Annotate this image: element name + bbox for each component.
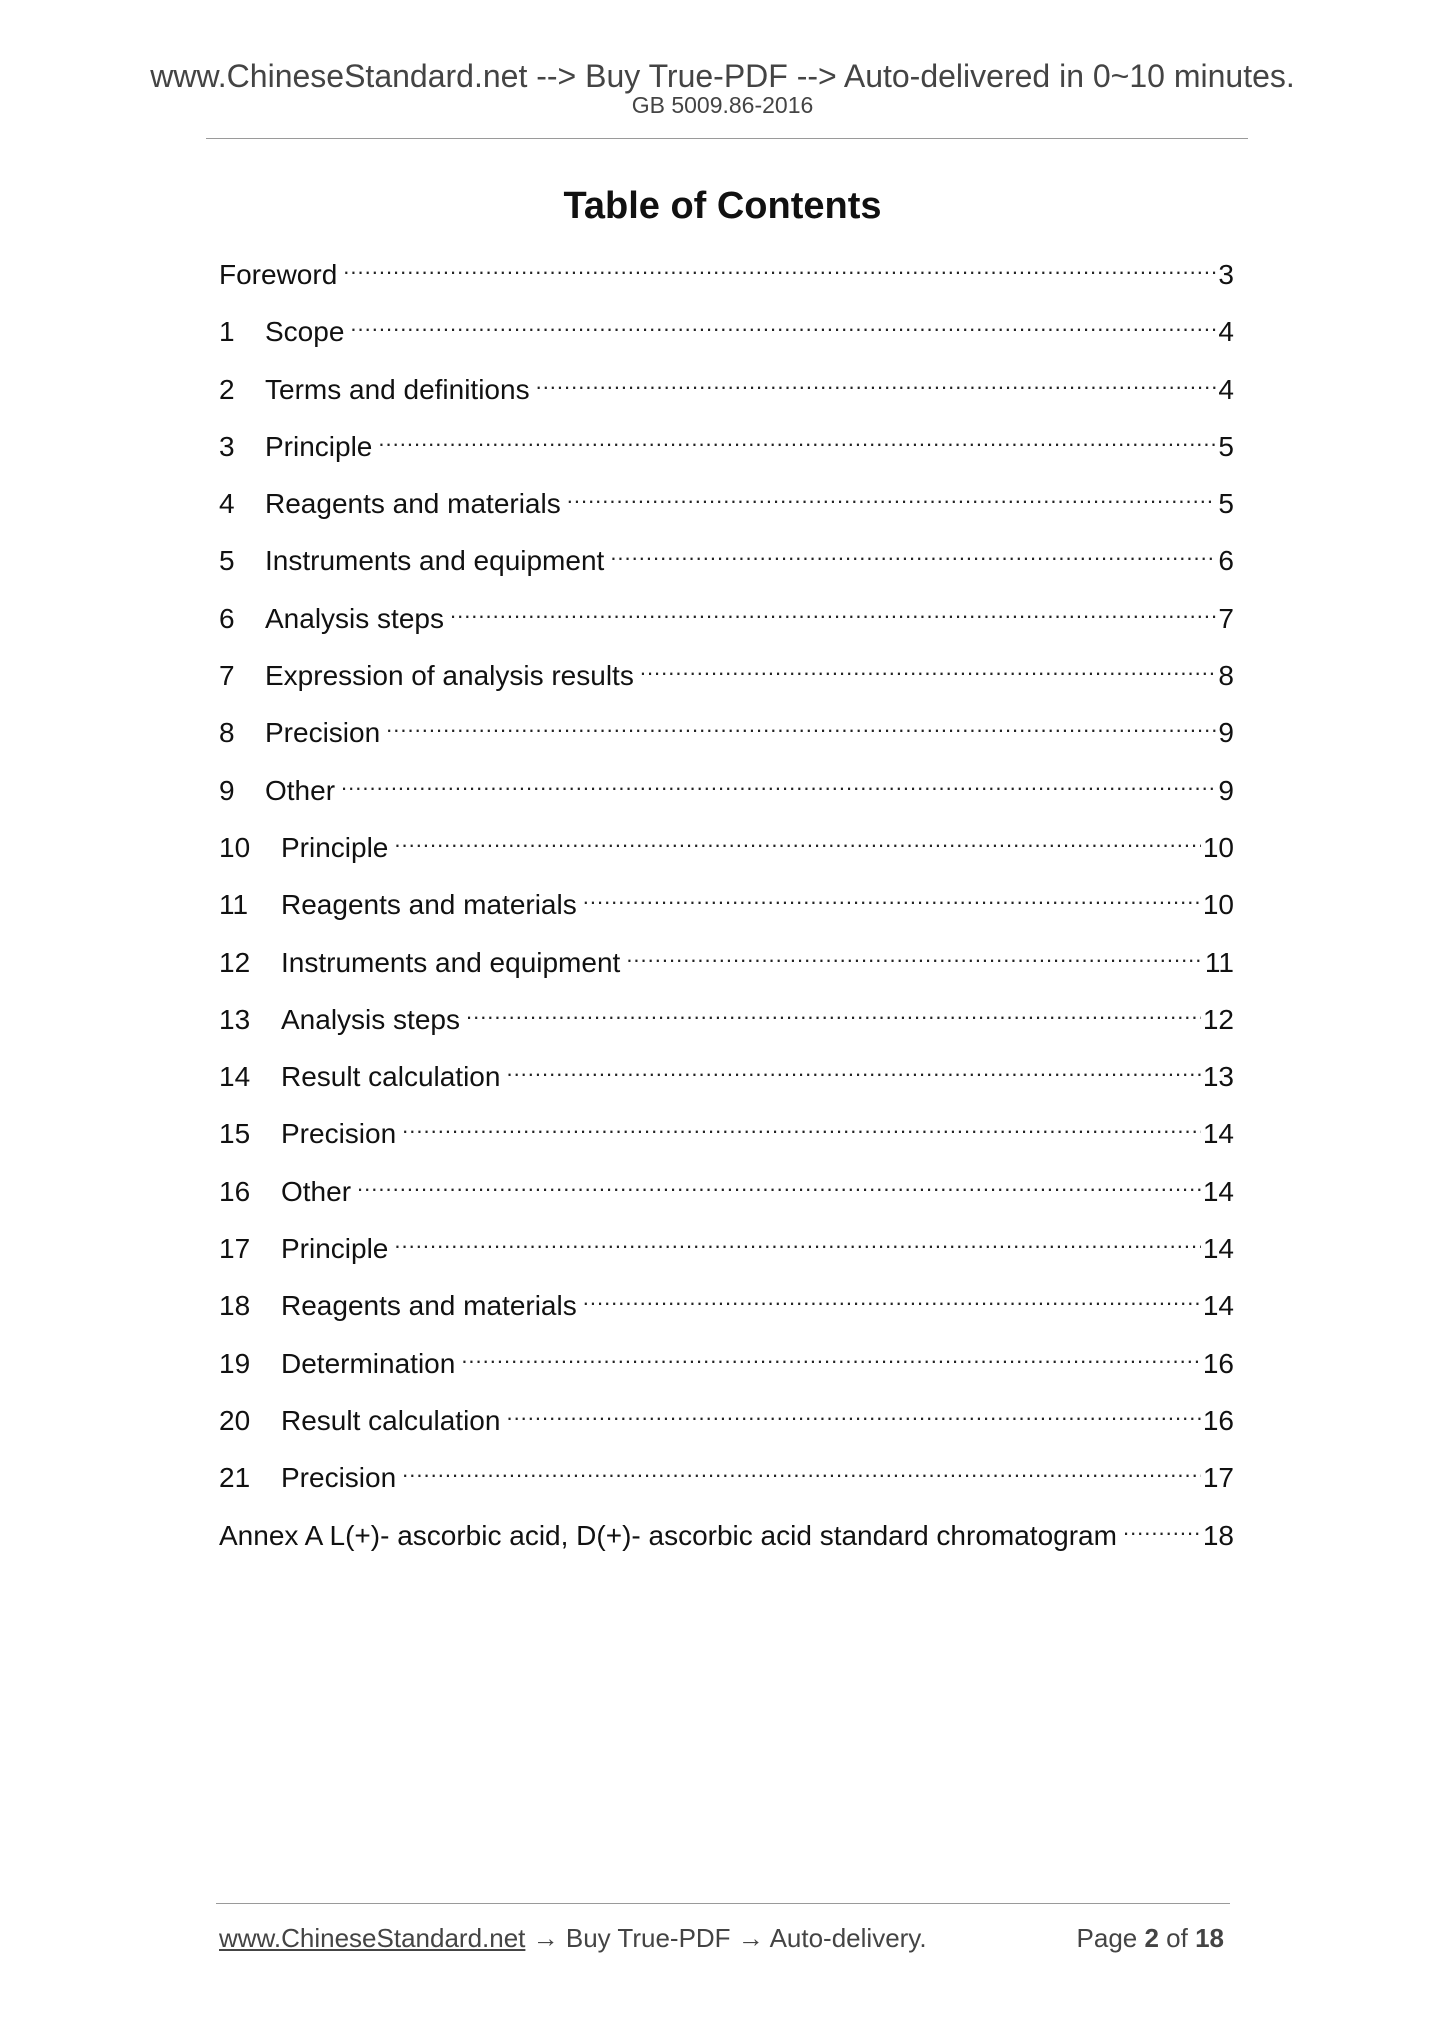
page-prefix: Page [1076,1923,1145,1953]
toc-dot-leader [378,428,1216,456]
footer-divider [216,1903,1230,1904]
toc-dot-leader [506,1058,1200,1086]
toc-entry-number: 9 [219,774,235,806]
toc-entry-page: 11 [1204,946,1234,978]
toc-entry-number: 17 [219,1233,251,1265]
toc-entry-label: Reagents and materials [265,488,561,520]
toc-entry-label: Other [281,1175,352,1207]
toc-entry[interactable] [219,713,1234,770]
toc-entry-page: 3 [1218,259,1234,290]
header-banner: www.ChineseStandard.net --> Buy True-PDF --> Auto-delivered in 0~10 minutes. [150,58,1295,94]
toc-entry[interactable] [219,1344,1234,1401]
toc-entry-number: 21 [219,1462,251,1494]
toc-entry-number: 2 [219,373,235,405]
toc-entry-number: 13 [219,1003,251,1035]
toc-dot-leader [394,829,1200,857]
toc-entry-number: 10 [219,831,251,863]
toc-dot-leader [567,485,1217,513]
toc-entry[interactable] [219,771,1234,828]
toc-entry-number: 7 [219,660,235,692]
toc-dot-leader [536,371,1217,399]
total-pages: 18 [1195,1923,1224,1953]
toc-dot-leader [386,714,1216,742]
toc-dot-leader [626,944,1203,972]
toc-entry-label: Precision [281,1462,397,1494]
toc-entry[interactable] [219,599,1234,656]
toc-entry-number: 12 [219,946,251,978]
toc-entry-label: Annex A L(+)- ascorbic acid, D(+)- ascorbic acid standard chromatogram [219,1519,1117,1551]
toc-entry-number: 5 [219,545,235,577]
toc-title: Table of Contents [563,185,882,227]
toc-dot-leader [402,1459,1201,1487]
toc-entry-label: Analysis steps [281,1003,460,1035]
toc-entry-label: Expression of analysis results [265,660,634,692]
toc-entry-number: 15 [219,1118,251,1150]
toc-entry-label: Scope [265,316,345,348]
toc-dot-leader [583,886,1201,914]
toc-entry[interactable] [219,427,1234,484]
toc-entry-page: 10 [1202,889,1234,921]
toc-entry-label: Principle [265,430,373,462]
toc-entry-number: 20 [219,1404,251,1436]
toc-entry-label: Principle [281,1233,389,1265]
footer-text: → Buy True-PDF → Auto-delivery. [525,1923,927,1953]
toc-entry[interactable] [219,1458,1234,1515]
toc-dot-leader [466,1001,1201,1029]
toc-dot-leader [583,1287,1201,1315]
toc-entry-page: 4 [1218,373,1234,405]
toc-entry-page: 8 [1218,660,1234,692]
toc-entry[interactable] [219,541,1234,598]
toc-entry-number: 6 [219,602,235,634]
toc-entry-page: 14 [1202,1118,1234,1150]
toc-entry-label: Reagents and materials [281,1290,577,1322]
toc-entry-label: Terms and definitions [265,373,530,405]
toc-entry-page: 5 [1218,488,1234,520]
toc-entry-page: 18 [1202,1519,1234,1551]
toc-entry-page: 9 [1218,774,1234,806]
page-number [1077,1922,1224,1954]
toc-entry-page: 9 [1218,717,1234,749]
toc-entry-number: 8 [219,717,235,749]
toc-entry[interactable] [219,1401,1234,1458]
toc-dot-leader [610,542,1216,570]
toc-dot-leader [402,1115,1201,1143]
toc-dot-leader [343,256,1216,284]
toc-dot-leader [341,772,1216,800]
toc-entry[interactable] [219,1172,1234,1229]
toc-entry[interactable] [219,885,1234,942]
toc-dot-leader [394,1230,1200,1258]
toc-entry-page: 5 [1218,430,1234,462]
toc-entry-page: 13 [1202,1061,1234,1093]
toc-entry[interactable] [219,1516,1234,1573]
toc-entry[interactable] [219,1057,1234,1114]
toc-dot-leader [461,1345,1201,1373]
current-page: 2 [1144,1923,1159,1953]
toc-entry-number: 3 [219,430,235,462]
toc-entry-label: Instruments and equipment [265,545,605,577]
toc-entry[interactable] [219,828,1234,885]
toc-dot-leader [640,657,1217,685]
toc-entry-label: Reagents and materials [281,889,577,921]
toc-entry[interactable] [219,255,1234,312]
toc-dot-leader [1123,1517,1201,1545]
toc-dot-leader [450,600,1216,628]
toc-entry-page: 17 [1202,1462,1234,1494]
toc-dot-leader [350,313,1216,341]
toc-entry-label: Determination [281,1347,456,1379]
toc-entry-label: Instruments and equipment [281,946,621,978]
toc-entry-page: 14 [1202,1233,1234,1265]
toc-entry-page: 7 [1218,602,1234,634]
toc-entry[interactable] [219,312,1234,369]
toc-entry[interactable] [219,1000,1234,1057]
toc-dot-leader [506,1402,1200,1430]
toc-entry-number: 18 [219,1290,251,1322]
toc-entry-label: Result calculation [281,1404,501,1436]
toc-entry[interactable] [219,1286,1234,1343]
toc-entry-label: Result calculation [281,1061,501,1093]
toc-dot-leader [357,1173,1201,1201]
toc-entry-number: 1 [219,316,235,348]
toc-entry-label: Precision [265,717,381,749]
toc-entry-label: Analysis steps [265,602,444,634]
toc-entry-label: Other [265,774,336,806]
toc-entry-page: 10 [1202,831,1234,863]
toc-entry[interactable] [219,484,1234,541]
toc-entry[interactable] [219,656,1234,713]
toc-entry-page: 14 [1202,1175,1234,1207]
page-of: of [1158,1923,1196,1953]
toc-entry-page: 4 [1218,316,1234,348]
toc-entry-page: 6 [1218,545,1234,577]
toc-entry-page: 16 [1202,1404,1234,1436]
toc-entry-number: 11 [219,889,249,921]
toc-entry-label: Precision [281,1118,397,1150]
toc-entry[interactable] [219,1229,1234,1286]
toc-entry-label: Foreword [219,259,338,290]
toc-entry[interactable] [219,370,1234,427]
toc-entry-number: 4 [219,488,235,520]
toc-entry-label: Principle [281,831,389,863]
footer-website-link[interactable]: www.ChineseStandard.net [219,1923,526,1953]
toc-entry-number: 19 [219,1347,251,1379]
page-footer [219,1922,1224,1954]
toc-entry[interactable] [219,943,1234,1000]
toc-entry-page: 14 [1202,1290,1234,1322]
toc-entry-page: 12 [1202,1003,1234,1035]
header-divider [206,138,1248,139]
toc-list [219,255,1234,1573]
toc-entry-page: 16 [1202,1347,1234,1379]
toc-entry[interactable] [219,1114,1234,1171]
document-number: GB 5009.86-2016 [631,92,814,118]
toc-entry-number: 14 [219,1061,251,1093]
toc-entry-number: 16 [219,1175,251,1207]
